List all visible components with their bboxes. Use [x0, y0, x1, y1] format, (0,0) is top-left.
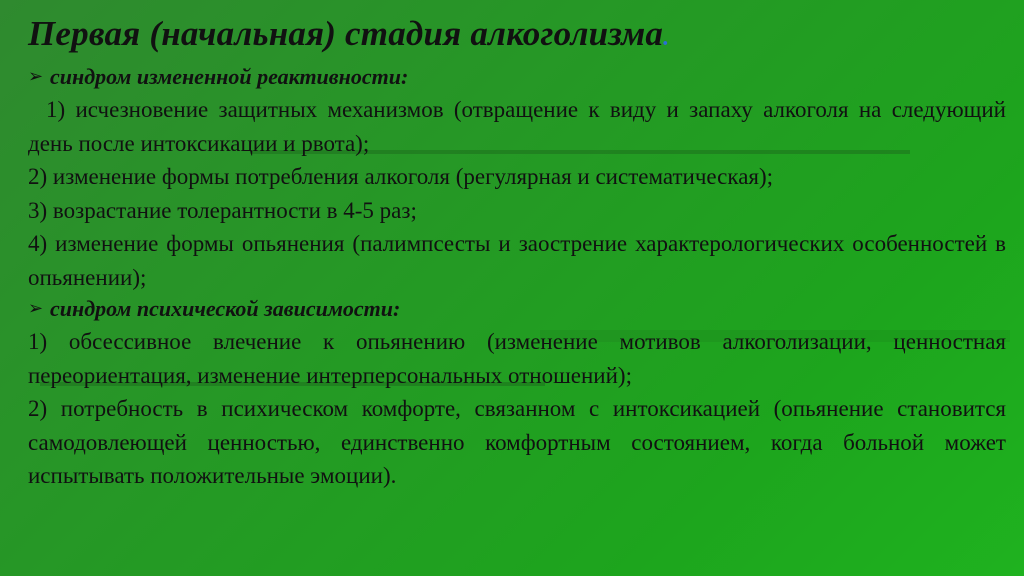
check-arrow-icon: ➢: [28, 66, 44, 87]
list-item: 2) потребность в психическом комфорте, связанном с интоксикацией (опьянение становится самодовлеющей ценностью, единственно комфортным состоянием, когда больной может испытывать положительные эмоции).: [28, 396, 1006, 488]
check-arrow-icon: ➢: [28, 298, 44, 319]
slide-content: [28, 12, 1006, 493]
section-heading: ➢ синдром психической зависимости:: [28, 296, 401, 321]
section-heading: ➢ синдром измененной реактивности:: [28, 64, 409, 89]
slide-title: Первая (начальная) стадия алкоголизма.: [28, 14, 670, 53]
title-dot: .: [663, 25, 670, 51]
list-item: 3) возрастание толерантности в 4-5 раз;: [28, 197, 417, 223]
list-item: 1) обсессивное влечение к опьянению (изменение мотивов алкоголизации, ценностная переориентация, изменение интерперсональных отношений);: [28, 329, 1006, 388]
list-item: 4) изменение формы опьянения (палимпсесты и заострение характерологических особенностей в опьянении);: [28, 231, 1006, 290]
list-item: 1) исчезновение защитных механизмов (отвращение к виду и запаху алкоголя на следующий день после интоксикации и рвота);: [28, 97, 1006, 156]
list-item: 2) изменение формы потребления алкоголя (регулярная и систематическая);: [28, 164, 774, 189]
